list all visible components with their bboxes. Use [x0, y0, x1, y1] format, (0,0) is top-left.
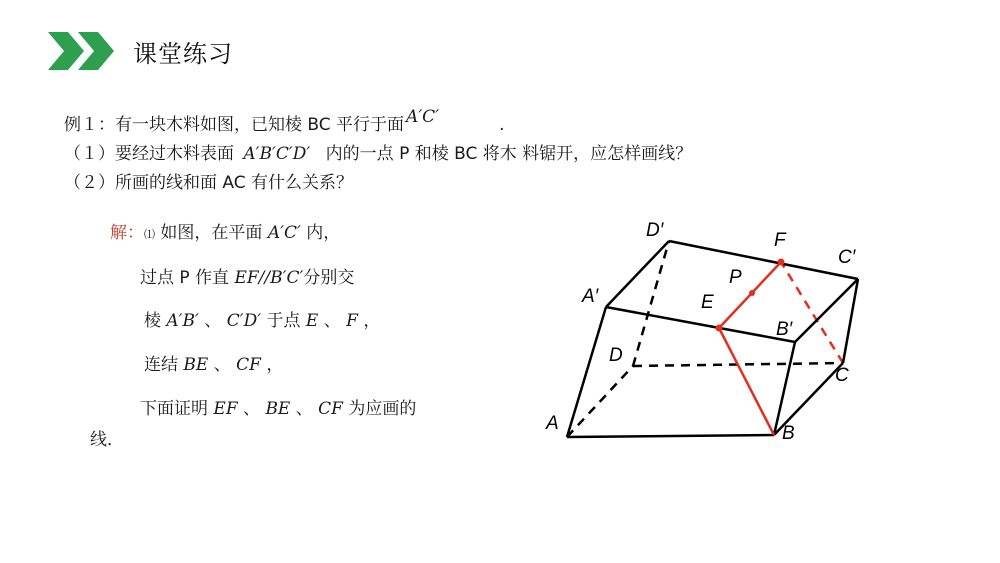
solution-line-6: 线． — [90, 430, 124, 450]
solution-line-3-m1: A′B′ — [166, 311, 199, 331]
solution-line-4-b: 、 — [213, 355, 231, 375]
problem-line-1 — [64, 107, 505, 135]
solution-line-3-b: 、 — [204, 311, 222, 331]
solution-line-2-math: EF//B′C′ — [234, 268, 304, 288]
edge-A-Aprime — [567, 307, 606, 437]
solution-line-4-m2: CF — [236, 355, 261, 375]
label-D-prime: D′ — [646, 220, 664, 241]
solution-line-4-m1: BE — [183, 355, 209, 375]
label-F: F — [774, 230, 786, 251]
edge-A-B — [567, 435, 774, 437]
solution-line-5 — [140, 394, 416, 419]
label-A: A — [546, 413, 559, 434]
point-P — [749, 290, 755, 296]
solution-line-3-d: 、 — [323, 311, 341, 331]
solution-line-4-c: ， — [266, 355, 284, 375]
solution-line-3-e: ， — [363, 311, 381, 331]
solution-line-5-m3: CF — [318, 399, 343, 419]
solution-line-5-b: 、 — [243, 399, 261, 419]
solution-label: 解： — [110, 223, 144, 243]
solution-line-5-m1: EF — [213, 399, 238, 419]
problem-line-2-math: A′B′C′D′ — [243, 144, 311, 164]
problem-line-3: （２）所画的线和面 AC 有什么关系？ — [64, 173, 354, 193]
problem-line-1-math: A′C′ — [406, 107, 440, 127]
solution-line-1 — [110, 218, 340, 243]
cut-line-CF — [781, 262, 843, 363]
edge-Dprime-Cprime — [669, 241, 858, 279]
label-D: D — [609, 345, 623, 366]
label-C: C — [835, 365, 849, 386]
point-F — [778, 259, 785, 266]
solution-line-1-math: A′C′ — [267, 223, 301, 243]
solution-line-5-c: 、 — [295, 399, 313, 419]
label-E: E — [701, 292, 714, 313]
solution-line-3 — [144, 306, 380, 331]
page-title: 课堂练习 — [133, 40, 233, 68]
solution-line-5-d: 为应画的 — [348, 399, 417, 419]
solution-line-4-a: 连结 — [144, 355, 178, 375]
problem-line-2-post: 内的一点 P 和棱 BC 将木 料锯开，应怎样画线？ — [325, 144, 693, 164]
solution-line-2 — [140, 263, 354, 288]
solution-line-2-b: 分别交 — [303, 268, 355, 288]
problem-line-2 — [64, 139, 692, 164]
label-A-prime: A′ — [582, 286, 599, 307]
edge-B-Bprime — [774, 342, 795, 435]
problem-line-1-text: 例１：有一块木料如图，已知棱 BC 平行于面 — [64, 115, 405, 135]
solution-line-5-a: 下面证明 — [140, 399, 208, 419]
solution-line-2-a: 过点 P 作直 — [140, 268, 230, 288]
solution-line-5-m2: BE — [265, 399, 291, 419]
label-P: P — [729, 267, 742, 288]
solution-line-3-m4: F — [346, 311, 358, 331]
problem-line-1-end: . — [499, 115, 505, 135]
solution-line-3-m2: C′D′ — [226, 311, 262, 331]
solution-line-4 — [144, 350, 283, 375]
solution-line-3-c: 于点 — [266, 311, 301, 331]
solution-line-3-a: 棱 — [144, 311, 161, 331]
step-marker: ⑴ — [144, 228, 155, 241]
point-E — [716, 325, 723, 332]
cut-line-BE — [719, 328, 774, 435]
label-B: B — [782, 423, 795, 444]
solution-line-3-m3: E — [305, 311, 319, 331]
label-B-prime: B′ — [776, 319, 793, 340]
solution-line-1-a: 如图，在平面 — [160, 223, 263, 243]
label-C-prime: C′ — [838, 247, 856, 268]
prism-figure — [540, 205, 880, 455]
double-chevron-right-icon — [48, 32, 118, 70]
solution-line-1-b: 内， — [306, 223, 341, 243]
edge-Aprime-Dprime — [606, 241, 669, 307]
problem-line-2-pre: （１）要经过木料表面 — [64, 144, 234, 164]
